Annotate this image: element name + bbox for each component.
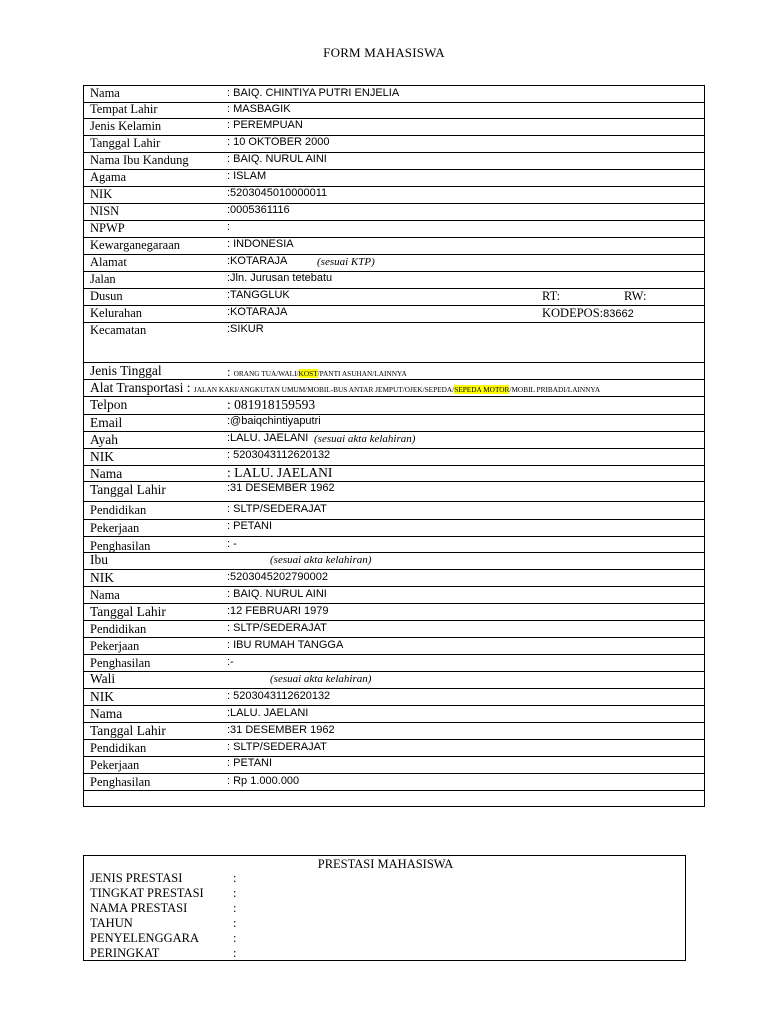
transport-opt2: /MOBIL PRIBADI/LAINNYA xyxy=(509,385,601,394)
value-jalan: :Jln. Jurusan tetebatu xyxy=(227,272,333,284)
value-tanggal-lahir: : 10 OKTOBER 2000 xyxy=(227,136,330,148)
alat-transportasi xyxy=(90,380,600,396)
row-alamat xyxy=(84,255,704,272)
row-npwp xyxy=(84,221,704,238)
prestasi-colon: : xyxy=(233,931,237,945)
label-tempat-lahir: Tempat Lahir xyxy=(90,102,158,116)
row-ibu-penghasilan xyxy=(84,655,704,672)
row-nisn xyxy=(84,204,704,221)
note-wali: (sesuai akta kelahiran) xyxy=(270,673,372,685)
label-ayah-nik: NIK xyxy=(90,449,114,464)
prestasi-label: PERINGKAT xyxy=(90,946,160,960)
value-kewarganegaraan: : INDONESIA xyxy=(227,238,294,250)
jenis-tinggal-opt2: /PANTI ASUHAN/LAINNYA xyxy=(317,369,407,378)
value-nik: :5203045010000011 xyxy=(227,187,328,199)
row-ayah-nik xyxy=(84,449,704,466)
value-ayah-nik: : 5203043112620132 xyxy=(227,449,331,461)
label-kewarganegaraan: Kewarganegaraan xyxy=(90,238,180,252)
prestasi-colon: : xyxy=(233,901,237,915)
prestasi-colon: : xyxy=(233,916,237,930)
row-tempat-lahir xyxy=(84,103,704,119)
row-kecamatan xyxy=(84,323,704,363)
label-kecamatan: Kecamatan xyxy=(90,323,147,337)
prestasi-row xyxy=(90,916,237,931)
label-ibu-nik: NIK xyxy=(90,570,114,585)
transport-selected: SEPEDA MOTOR xyxy=(454,385,510,394)
row-ayah xyxy=(84,432,704,449)
row-tanggal-lahir xyxy=(84,136,704,153)
row-jalan xyxy=(84,272,704,289)
value-wali-pendidikan: : SLTP/SEDERAJAT xyxy=(227,741,327,753)
note-ibu: (sesuai akta kelahiran) xyxy=(270,554,372,566)
value-ayah: :LALU. JAELANI xyxy=(227,432,309,444)
row-ibu-nik xyxy=(84,570,704,587)
label-ayah: Ayah xyxy=(90,432,119,447)
label-wali-nama: Nama xyxy=(90,706,123,721)
prestasi-box xyxy=(83,855,686,961)
row-wali-penghasilan xyxy=(84,774,704,791)
prestasi-label: JENIS PRESTASI xyxy=(90,871,183,885)
label-wali-tanggal-lahir: Tanggal Lahir xyxy=(90,723,166,738)
row-wali-pendidikan xyxy=(84,740,704,757)
value-nama: : BAIQ. CHINTIYA PUTRI ENJELIA xyxy=(227,87,400,99)
label-wali-pendidikan: Pendidikan xyxy=(90,741,147,755)
value-ibu-nama: : BAIQ. NURUL AINI xyxy=(227,588,327,600)
label-rw: RW: xyxy=(624,289,647,303)
label-kelurahan: Kelurahan xyxy=(90,306,143,320)
prestasi-title: PRESTASI MAHASISWA xyxy=(317,857,454,871)
value-alamat: :KOTARAJA xyxy=(227,255,288,267)
label-jenis-kelamin: Jenis Kelamin xyxy=(90,119,162,133)
value-ibu-pekerjaan: : IBU RUMAH TANGGA xyxy=(227,639,344,651)
form-title: FORM MAHASISWA xyxy=(323,45,445,60)
row-telpon xyxy=(84,397,704,415)
value-telpon: : 081918159593 xyxy=(227,397,316,412)
label-ibu-tanggal-lahir: Tanggal Lahir xyxy=(90,604,166,619)
value-dusun: :TANGGLUK xyxy=(227,289,290,301)
row-nama xyxy=(84,86,704,103)
row-jenis-kelamin xyxy=(84,119,704,136)
row-ibu xyxy=(84,553,704,570)
prestasi-row xyxy=(90,871,237,886)
prestasi-row xyxy=(90,886,237,901)
prestasi-label: TAHUN xyxy=(90,916,133,930)
row-ibu-pendidikan xyxy=(84,621,704,638)
jenis-tinggal-selected: KOST xyxy=(298,369,318,378)
note-sesuai-ktp: (sesuai KTP) xyxy=(317,256,375,268)
row-wali-nik xyxy=(84,689,704,706)
label-wali: Wali xyxy=(90,671,116,686)
jenis-tinggal-options xyxy=(227,363,407,381)
value-email: :@baiqchintiyaputri xyxy=(227,415,321,427)
label-ayah-tanggal-lahir: Tanggal Lahir xyxy=(90,482,166,497)
value-wali-penghasilan: : Rp 1.000.000 xyxy=(227,775,300,787)
label-nama-ibu: Nama Ibu Kandung xyxy=(90,153,189,167)
prestasi-colon: : xyxy=(233,886,237,900)
note-ayah: (sesuai akta kelahiran) xyxy=(314,433,416,445)
row-ibu-nama xyxy=(84,587,704,604)
value-nisn: :0005361116 xyxy=(227,204,290,216)
value-jenis-kelamin: : PEREMPUAN xyxy=(227,119,303,131)
row-ayah-tanggal-lahir xyxy=(84,482,704,502)
prestasi-label: PENYELENGGARA xyxy=(90,931,200,945)
row-ibu-tanggal-lahir xyxy=(84,604,704,621)
student-form-table xyxy=(83,85,705,807)
label-alat-transportasi: Alat Transportasi : xyxy=(90,380,194,395)
row-ibu-pekerjaan xyxy=(84,638,704,655)
row-wali xyxy=(84,672,704,689)
prestasi-colon: : xyxy=(233,871,237,885)
label-npwp: NPWP xyxy=(90,221,125,235)
label-email: Email xyxy=(90,415,123,430)
label-jalan: Jalan xyxy=(90,272,116,286)
kodepos xyxy=(542,306,634,321)
row-nik xyxy=(84,187,704,204)
label-ibu: Ibu xyxy=(90,552,108,567)
value-wali-nik: : 5203043112620132 xyxy=(227,690,331,702)
row-wali-nama xyxy=(84,706,704,723)
label-tanggal-lahir: Tanggal Lahir xyxy=(90,136,161,150)
value-kodepos: 83662 xyxy=(603,308,634,320)
value-ibu-tanggal-lahir: :12 FEBRUARI 1979 xyxy=(227,605,329,617)
value-npwp: : xyxy=(227,221,231,233)
value-ayah-nama: : LALU. JAELANI xyxy=(227,465,333,480)
label-ibu-penghasilan: Penghasilan xyxy=(90,656,151,670)
label-agama: Agama xyxy=(90,170,127,184)
row-ayah-penghasilan xyxy=(84,537,704,553)
row-alat-transportasi xyxy=(84,380,704,397)
value-wali-pekerjaan: : PETANI xyxy=(227,757,273,769)
value-wali-tanggal-lahir: :31 DESEMBER 1962 xyxy=(227,724,335,736)
label-nama: Nama xyxy=(90,86,120,100)
label-jenis-tinggal: Jenis Tinggal xyxy=(90,363,162,378)
label-nisn: NISN xyxy=(90,204,120,218)
value-ibu-penghasilan: :- xyxy=(227,656,234,668)
value-ayah-pekerjaan: : PETANI xyxy=(227,520,273,532)
prestasi-label: NAMA PRESTASI xyxy=(90,901,188,915)
row-empty xyxy=(84,791,704,806)
jenis-tinggal-colon: : xyxy=(227,365,234,379)
value-tempat-lahir: : MASBAGIK xyxy=(227,103,291,115)
prestasi-colon: : xyxy=(233,946,237,960)
label-ayah-penghasilan: Penghasilan xyxy=(90,539,151,553)
value-ibu-pendidikan: : SLTP/SEDERAJAT xyxy=(227,622,327,634)
value-ibu-nik: :5203045202790002 xyxy=(227,571,328,583)
value-kecamatan: :SIKUR xyxy=(227,323,264,335)
label-ibu-pekerjaan: Pekerjaan xyxy=(90,639,140,653)
row-kelurahan xyxy=(84,306,704,323)
value-wali-nama: :LALU. JAELANI xyxy=(227,707,309,719)
value-kelurahan: :KOTARAJA xyxy=(227,306,288,318)
label-wali-pekerjaan: Pekerjaan xyxy=(90,758,140,772)
prestasi-row xyxy=(90,931,237,946)
label-nik: NIK xyxy=(90,187,113,201)
row-agama xyxy=(84,170,704,187)
value-ayah-pendidikan: : SLTP/SEDERAJAT xyxy=(227,503,327,515)
row-kewarganegaraan xyxy=(84,238,704,255)
label-dusun: Dusun xyxy=(90,289,123,303)
row-wali-pekerjaan xyxy=(84,757,704,774)
label-alamat: Alamat xyxy=(90,255,127,269)
row-email xyxy=(84,415,704,432)
label-kodepos: KODEPOS: xyxy=(542,306,604,320)
row-nama-ibu xyxy=(84,153,704,170)
label-ibu-nama: Nama xyxy=(90,588,120,602)
row-dusun xyxy=(84,289,704,306)
label-ayah-pekerjaan: Pekerjaan xyxy=(90,521,140,535)
value-ayah-penghasilan: : - xyxy=(227,538,237,550)
value-agama: : ISLAM xyxy=(227,170,267,182)
value-nama-ibu: : BAIQ. NURUL AINI xyxy=(227,153,327,165)
row-jenis-tinggal xyxy=(84,363,704,380)
label-rt: RT: xyxy=(542,289,561,303)
row-wali-tanggal-lahir xyxy=(84,723,704,740)
transport-opt1: JALAN KAKI/ANGKUTAN UMUM/MOBIL-BUS ANTAR JEMPUT/OJEK/SEPEDA/ xyxy=(193,385,455,394)
prestasi-label: TINGKAT PRESTASI xyxy=(90,886,204,900)
label-ayah-nama: Nama xyxy=(90,466,123,481)
row-ayah-nama xyxy=(84,466,704,482)
label-ayah-pendidikan: Pendidikan xyxy=(90,503,147,517)
row-ayah-pekerjaan xyxy=(84,520,704,537)
label-wali-penghasilan: Penghasilan xyxy=(90,775,151,789)
prestasi-row xyxy=(90,901,237,916)
value-ayah-tanggal-lahir: :31 DESEMBER 1962 xyxy=(227,482,335,494)
prestasi-row xyxy=(90,946,237,961)
label-wali-nik: NIK xyxy=(90,689,114,704)
label-ibu-pendidikan: Pendidikan xyxy=(90,622,147,636)
label-telpon: Telpon xyxy=(90,397,128,412)
jenis-tinggal-opt1: ORANG TUA/WALI/ xyxy=(233,369,299,378)
row-ayah-pendidikan xyxy=(84,502,704,520)
